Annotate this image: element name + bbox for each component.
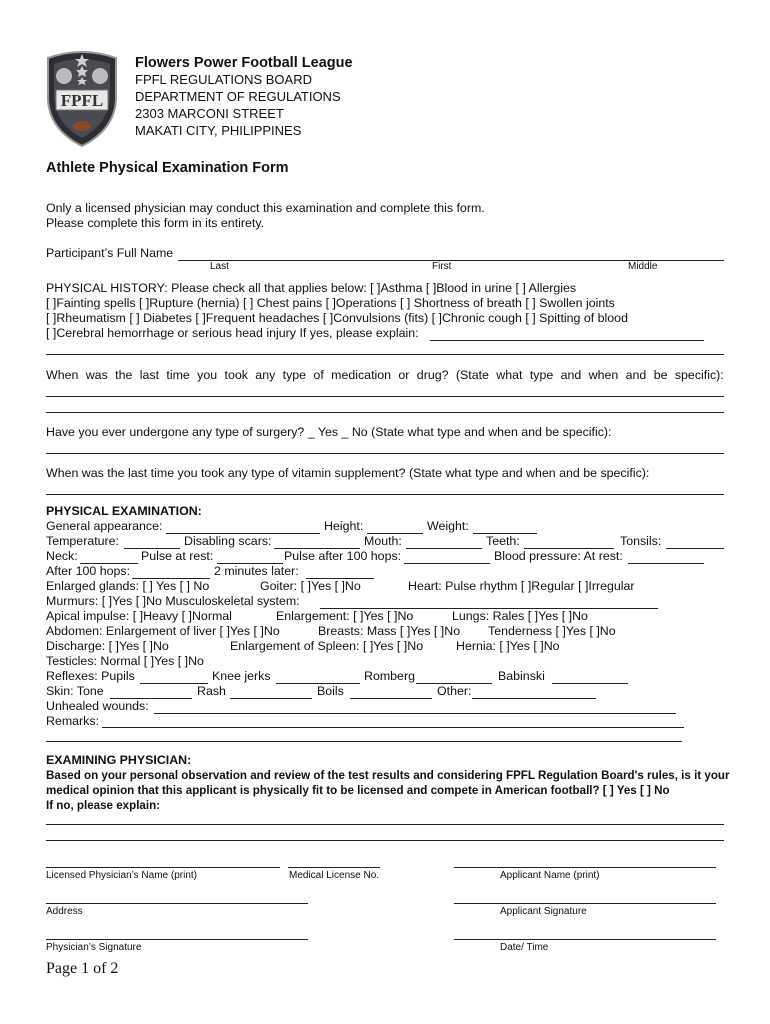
applicant-name-field[interactable] — [454, 867, 716, 868]
header-line-3: 2303 MARCONI STREET — [135, 106, 284, 121]
fpfl-shield-logo — [44, 48, 120, 148]
other-label: Other: — [437, 684, 472, 698]
address-label: Address — [46, 906, 83, 917]
date-time-field[interactable] — [454, 939, 716, 940]
temperature-label: Temperature: — [46, 534, 119, 548]
applicant-name-label: Applicant Name (print) — [500, 870, 600, 881]
participant-last-label: Last — [210, 261, 229, 272]
physician-name-field[interactable] — [46, 867, 280, 868]
physician-signature-label: Physician’s Signature — [46, 942, 142, 953]
tonsils-field[interactable] — [666, 548, 724, 549]
history-explain-line[interactable] — [430, 340, 704, 341]
remarks-field[interactable] — [102, 727, 684, 728]
applicant-signature-field[interactable] — [454, 903, 716, 904]
form-title: Athlete Physical Examination Form — [46, 160, 289, 176]
testicles-label: Testicles: Normal [ ]Yes [ ]No — [46, 654, 204, 668]
history-explain-line-2[interactable] — [46, 354, 724, 355]
abdomen-label: Abdomen: Enlargement of liver [ ]Yes [ ]No — [46, 624, 280, 638]
history-line-2: [ ]Fainting spells [ ]Rupture (hernia) [ ] Chest pains [ ]Operations [ ] Shortness of breath [ ] Swollen joints — [46, 296, 615, 310]
header-line-4: MAKATI CITY, PHILIPPINES — [135, 123, 302, 138]
mouth-field[interactable] — [406, 548, 482, 549]
blood-pressure-label: Blood pressure: At rest: — [494, 549, 623, 563]
explain-line-2[interactable] — [46, 840, 724, 841]
babinski-label: Babinski — [498, 669, 545, 683]
medication-answer-line-2[interactable] — [46, 412, 724, 413]
participant-first-label: First — [432, 261, 452, 272]
unhealed-wounds-field[interactable] — [154, 713, 676, 714]
goiter-label: Goiter: [ ]Yes [ ]No — [260, 579, 361, 593]
spleen-label: Enlargement of Spleen: [ ]Yes [ ]No — [230, 639, 424, 653]
history-line-1: PHYSICAL HISTORY: Please check all that applies below: [ ]Asthma [ ]Blood in urine [ ] Allergies — [46, 281, 577, 295]
participant-label: Participant’s Full Name — [46, 246, 174, 260]
murmurs-label: Murmurs: [ ]Yes [ ]No Musculoskeletal system: — [46, 594, 300, 608]
physician-heading: EXAMINING PHYSICIAN: — [46, 753, 192, 767]
apical-impulse-label: Apical impulse: [ ]Heavy [ ]Normal — [46, 609, 232, 623]
scars-label: Disabling scars: — [184, 534, 272, 548]
participant-middle-label: Middle — [628, 261, 658, 272]
medication-answer-line-1[interactable] — [46, 396, 724, 397]
physician-signature-field[interactable] — [46, 939, 308, 940]
intro-line-2: Please complete this form in its entirety. — [46, 216, 265, 230]
tenderness-label: Tenderness [ ]Yes [ ]No — [488, 624, 616, 638]
neck-label: Neck: — [46, 549, 78, 563]
teeth-label: Teeth: — [486, 534, 520, 548]
opinion-line-3: If no, please explain: — [46, 799, 161, 812]
surgery-question: Have you ever undergone any type of surgery? _ Yes _ No (State what type and when and be specific): — [46, 425, 612, 439]
applicant-signature-label: Applicant Signature — [500, 906, 587, 917]
logo-text: FPFL — [60, 91, 104, 110]
opinion-line-2: medical opinion that this applicant is physically fit to be licensed and compete in American football? [ ] Yes [ ] No — [46, 784, 670, 797]
medication-question: When was the last time you took any type of medication or drug? (State what type and when and be specific): — [46, 368, 724, 382]
pulse-100-field[interactable] — [404, 563, 490, 564]
tonsils-label: Tonsils: — [620, 534, 662, 548]
discharge-label: Discharge: [ ]Yes [ ]No — [46, 639, 169, 653]
rash-label: Rash — [197, 684, 226, 698]
opinion-line-1: Based on your personal observation and review of the test results and considering FPFL Regulation Board's rules, is it your — [46, 769, 730, 782]
unhealed-wounds-label: Unhealed wounds: — [46, 699, 149, 713]
license-no-label: Medical License No. — [289, 870, 380, 881]
vitamin-answer-line[interactable] — [46, 494, 724, 495]
pulse-rest-label: Pulse at rest: — [141, 549, 214, 563]
reflexes-label: Reflexes: Pupils — [46, 669, 135, 683]
explain-line-1[interactable] — [46, 824, 724, 825]
heart-label: Heart: Pulse rhythm [ ]Regular [ ]Irregular — [408, 579, 635, 593]
height-label: Height: — [324, 519, 364, 533]
two-minutes-label: 2 minutes later: — [214, 564, 299, 578]
history-line-3: [ ]Rheumatism [ ] Diabetes [ ]Frequent headaches [ ]Convulsions (fits) [ ]Chronic cough [ ] Spitting of blood — [46, 311, 628, 325]
page-number: Page 1 of 2 — [46, 960, 119, 977]
remarks-label: Remarks: — [46, 714, 100, 728]
date-time-label: Date/ Time — [500, 942, 549, 953]
blood-pressure-field[interactable] — [628, 563, 704, 564]
mouth-label: Mouth: — [364, 534, 402, 548]
header-line-1: FPFL REGULATIONS BOARD — [135, 72, 312, 87]
skin-tone-label: Skin: Tone — [46, 684, 104, 698]
vitamin-question: When was the last time you took any type of vitamin supplement? (State what type and when and be specific): — [46, 466, 650, 480]
hernia-label: Hernia: [ ]Yes [ ]No — [456, 639, 560, 653]
lungs-label: Lungs: Rales [ ]Yes [ ]No — [452, 609, 588, 623]
knee-jerks-label: Knee jerks — [212, 669, 271, 683]
after-100-label: After 100 hops: — [46, 564, 131, 578]
intro-line-1: Only a licensed physician may conduct this examination and complete this form. — [46, 201, 485, 215]
exam-heading: PHYSICAL EXAMINATION: — [46, 504, 202, 518]
remarks-field-2[interactable] — [46, 741, 682, 742]
boils-field[interactable] — [350, 698, 432, 699]
address-field[interactable] — [46, 903, 308, 904]
header-line-2: DEPARTMENT OF REGULATIONS — [135, 89, 341, 104]
babinski-field[interactable] — [552, 683, 628, 684]
boils-label: Boils — [317, 684, 344, 698]
romberg-label: Romberg — [364, 669, 415, 683]
pulse-100-label: Pulse after 100 hops: — [284, 549, 402, 563]
license-no-field[interactable] — [288, 867, 380, 868]
enlargement-label: Enlargement: [ ]Yes [ ]No — [276, 609, 414, 623]
glands-label: Enlarged glands: [ ] Yes [ ] No — [46, 579, 210, 593]
general-appearance-label: General appearance: — [46, 519, 163, 533]
history-line-4: [ ]Cerebral hemorrhage or serious head injury If yes, please explain: — [46, 326, 419, 340]
league-name: Flowers Power Football League — [135, 55, 353, 71]
breasts-label: Breasts: Mass [ ]Yes [ ]No — [318, 624, 461, 638]
other-field[interactable] — [472, 698, 596, 699]
surgery-answer-line[interactable] — [46, 453, 724, 454]
rash-field[interactable] — [230, 698, 312, 699]
weight-label: Weight: — [427, 519, 469, 533]
physician-name-label: Licensed Physician’s Name (print) — [46, 870, 197, 881]
